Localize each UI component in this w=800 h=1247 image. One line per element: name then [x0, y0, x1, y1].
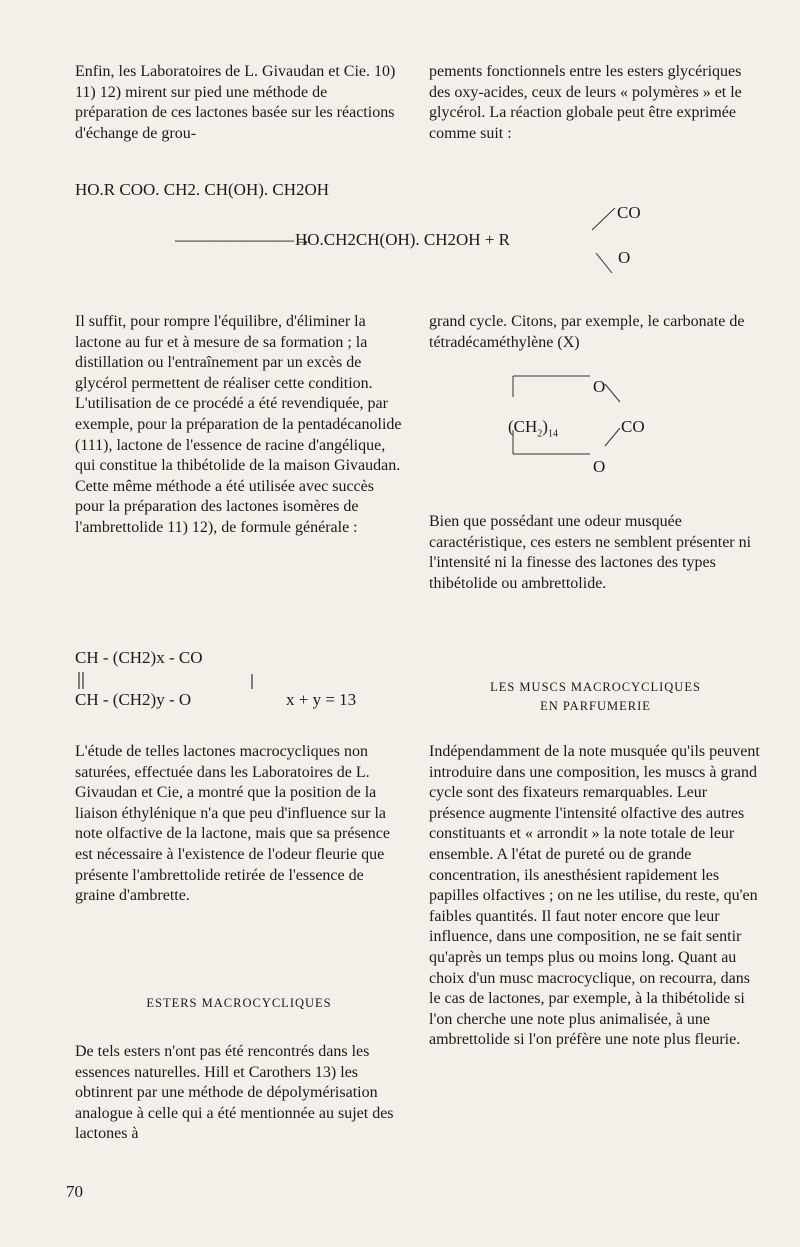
paragraph-text: Indépendamment de la note musquée qu'ils peuvent introduire dans une composition, les muscs à grand cycle sont des fixateurs remarquables. Leur présence augmente l'intensité olfactive des autres constituants et « arrondit » la note totale de leur ensemble. A l'état de pureté ou de grande concentration, ils anesthésient rapidement les papilles olfactives ; on ne les utilise, du reste, qu'en faibles quantités. Il faut noter encore que leur influence, dans une composition, ne se fait sentir qu'après un temps plus ou moins long. Quant au choix d'un musc macrocyclique, on recourra, dans le cas de lactones, par exemple, à la thibétolide si l'on cherche une note plus animalisée, à une ambrettolide si l'on préfère une note plus fleurie.: [429, 743, 760, 1049]
carbonate-co: CO: [621, 417, 645, 436]
section-heading-muscs: [429, 678, 762, 716]
heading-line: LES MUSCS MACROCYCLIQUES: [490, 680, 701, 694]
paragraph-text: Enfin, les Laboratoires de L. Givaudan et Cie. 10) 11) 12) mirent sur pied une méthode de préparation de ces lactones basée sur les réactions d'échange de grou-: [75, 63, 396, 142]
left-column-lactone-study: [75, 742, 403, 907]
top-right-paragraph: [429, 62, 762, 144]
paragraph-text: Il suffit, pour rompre l'équilibre, d'éliminer la lactone au fur et à mesure de sa formation ; la distillation ou l'entraînement par un excès de glycérol permettent de réaliser cette condition.: [75, 313, 373, 392]
ring-bond-lines: [590, 205, 620, 280]
right-column-comparison: [429, 512, 762, 594]
product-o: O: [618, 248, 631, 267]
reaction-reactant: HO.R COO. CH2. CH(OH). CH2OH: [75, 180, 330, 199]
paragraph-text: Bien que possédant une odeur musquée caractéristique, ces esters ne semblent présenter ni l'intensité ni la finesse des lactones des types thibétolide ou ambrettolide.: [429, 513, 752, 592]
left-column-esters-text: [75, 1042, 403, 1145]
paragraph-text: L'utilisation de ce procédé a été revendiquée, par exemple, pour la préparation de la pentadécanolide (111), lactone de l'essence de racine d'angélique, qui constitue la thibétolide de la maison Givaudan.: [75, 395, 402, 475]
carbonate-ch2-chain: $(CH_2)_{14}$: [508, 417, 558, 440]
carbonate-o-bottom: O: [593, 457, 606, 476]
paragraph-text: Cette même méthode a été utilisée avec succès pour la préparation des lactones isomères de l'ambrettolide 11) 12), de formule générale :: [75, 477, 374, 536]
formula-bottom-line: CH - (CH2)y - O: [75, 690, 192, 709]
formula-bonds: [76, 670, 276, 692]
formula-top-line: CH - (CH2)x - CO: [75, 648, 203, 667]
paragraph-text: grand cycle. Citons, par exemple, le carbonate de tétradécaméthylène (X): [429, 313, 745, 351]
reaction-product: HO.CH2CH(OH). CH2OH + R: [295, 230, 511, 249]
paragraph-text: De tels esters n'ont pas été rencontrés dans les essences naturelles. Hill et Carothers 13) les obtinrent par une méthode de dépolymérisation analogue à celle qui a été mentionnée au sujet des lactones à: [75, 1043, 394, 1143]
formula-condition: x + y = 13: [286, 690, 357, 709]
left-column-body: [75, 312, 403, 539]
heading-line: EN PARFUMERIE: [540, 699, 651, 713]
page-number: 70: [66, 1182, 83, 1201]
paragraph-text: L'étude de telles lactones macrocycliques non saturées, effectuée dans les Laboratoires de L. Givaudan et Cie, a montré que la position de la liaison éthylénique n'a que peu d'influence sur la note olfactive de la lactone, mais que sa présence est nécessaire à l'existence de l'odeur fleurie que présente l'ambrettolide retirée de l'essence de graine d'ambrette.: [75, 743, 390, 905]
product-co: CO: [617, 203, 641, 222]
top-left-paragraph: [75, 62, 403, 144]
paragraph-text: pements fonctionnels entre les esters glycériques des oxy-acides, ceux de leurs « polymères » et le glycérol. La réaction globale peut être exprimée comme suit :: [429, 63, 742, 142]
right-column-perfumery-text: [429, 742, 762, 1051]
section-heading-esters: ESTERS MACROCYCLIQUES: [146, 996, 332, 1010]
right-column-carbonate: [429, 312, 762, 353]
carbonate-o-top: O: [593, 377, 606, 396]
reaction-arrow: ———————→: [175, 230, 311, 249]
